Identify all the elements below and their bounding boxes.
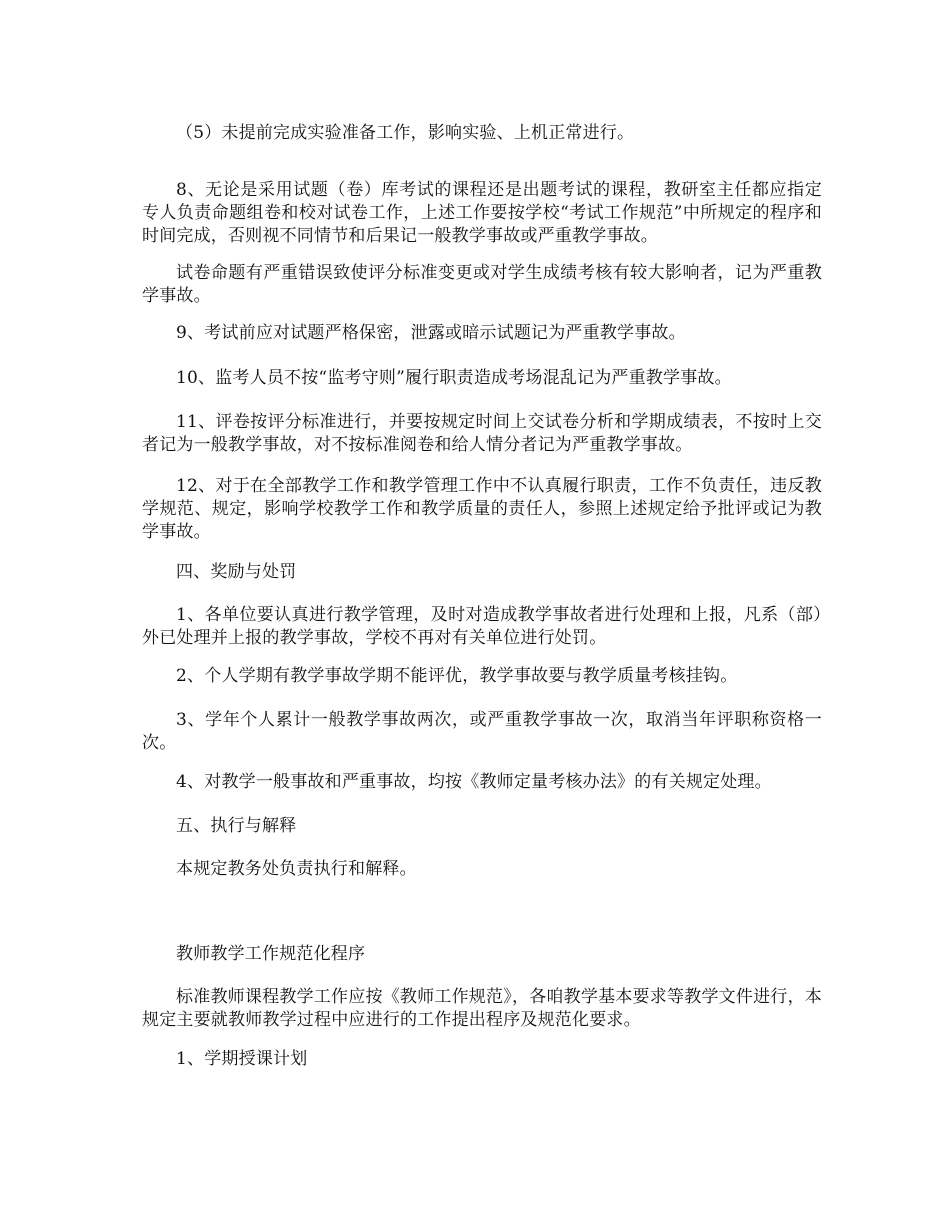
paragraph-plan-heading: 1、学期授课计划 xyxy=(176,1049,308,1069)
paragraph-reward-2: 2、个人学期有教学事故学期不能评优，教学事故要与教学质量考核挂钩。 xyxy=(176,666,738,686)
paragraph-exam-9: 9、考试前应对试题严格保密，泄露或暗示试题记为严重教学事故。 xyxy=(176,323,686,343)
section-heading-execution: 五、执行与解释 xyxy=(176,816,297,836)
paragraph-reward-4: 4、对教学一般事故和严重事故，均按《教师定量考核办法》的有关规定处理。 xyxy=(176,772,772,792)
paragraph-reward-1: 1、各单位要认真进行教学管理，及时对造成教学事故者进行处理和上报，凡系（部）外已处理并上报的教学事故，学校不再对有关单位进行处罚。 xyxy=(142,605,822,648)
section-heading-rewards: 四、奖励与处罚 xyxy=(176,562,297,582)
paragraph-exam-8: 8、无论是采用试题（卷）库考试的课程还是出题考试的课程，教研室主任都应指定专人负责命题组卷和校对试卷工作，上述工作要按学校“考试工作规范”中所规定的程序和时间完成，否则视不同情节和后果记一般教学事故或严重教学事故。 xyxy=(142,180,822,246)
paragraph-exam-10: 10、监考人员不按“监考守则”履行职责造成考场混乱记为严重教学事故。 xyxy=(176,368,732,388)
document-title: 教师教学工作规范化程序 xyxy=(176,944,366,964)
paragraph-reward-3: 3、学年个人累计一般教学事故两次，或严重教学事故一次，取消当年评职称资格一次。 xyxy=(142,710,822,753)
paragraph-exam-11: 11、评卷按评分标准进行，并要按规定时间上交试卷分析和学期成绩表，不按时上交者记为一般教学事故，对不按标准阅卷和给人情分者记为严重教学事故。 xyxy=(142,412,822,455)
paragraph-item-5: （5）未提前完成实验准备工作，影响实验、上机正常进行。 xyxy=(176,123,635,143)
paragraph-exam-error: 试卷命题有严重错误致使评分标准变更或对学生成绩考核有较大影响者，记为严重教学事故。 xyxy=(142,263,822,306)
paragraph-execution: 本规定教务处负责执行和解释。 xyxy=(176,859,417,879)
paragraph-exam-12: 12、对于在全部教学工作和教学管理工作中不认真履行职责，工作不负责任，违反教学规范、规定，影响学校教学工作和教学质量的责任人，参照上述规定给予批评或记为教学事故。 xyxy=(142,476,822,542)
paragraph-intro: 标准教师课程教学工作应按《教师工作规范》，各咱教学基本要求等教学文件进行，本规定主要就教师教学过程中应进行的工作提出程序及规范化要求。 xyxy=(142,987,822,1030)
